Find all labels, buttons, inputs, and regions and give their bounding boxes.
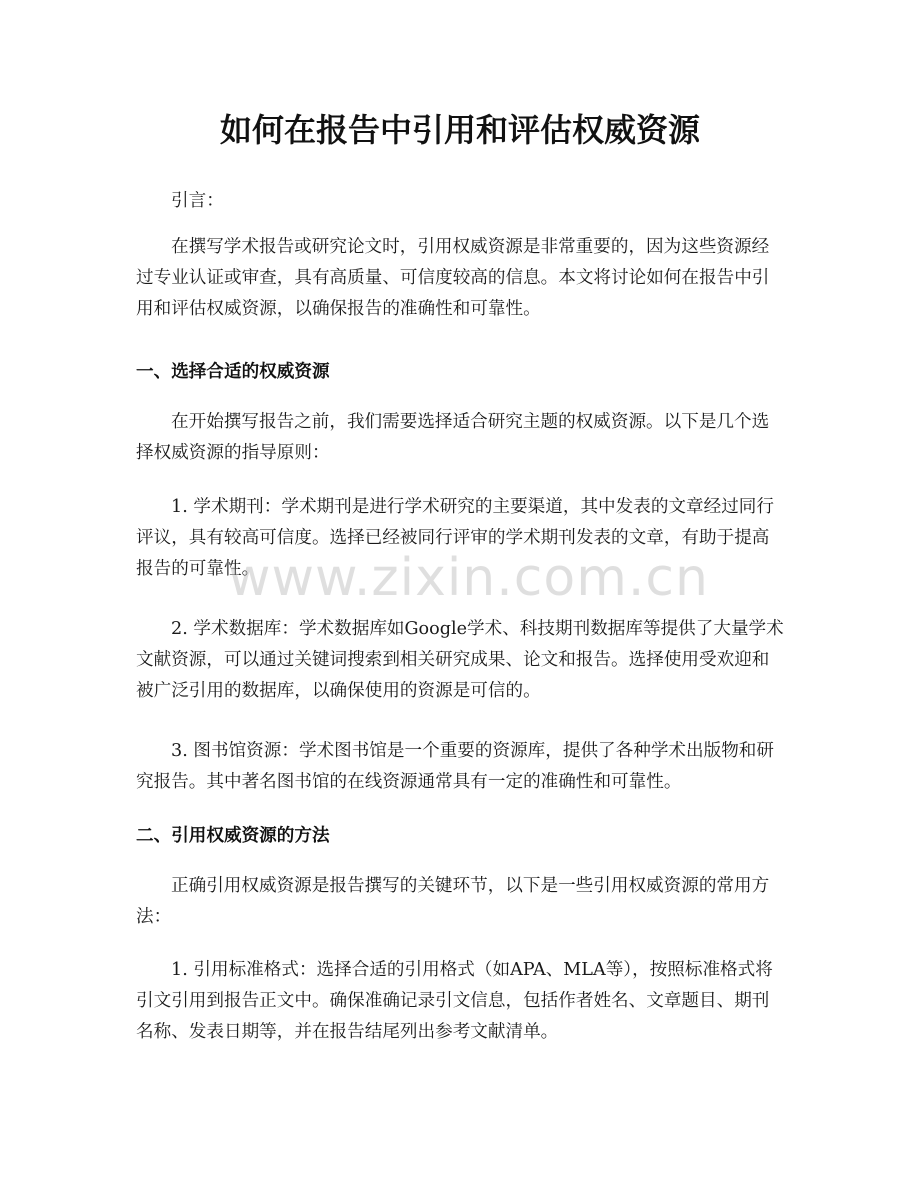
section-2-intro: 正确引用权威资源是报告撰写的关键环节，以下是一些引用权威资源的常用方法： xyxy=(136,876,770,927)
section-1-intro: 在开始撰写报告之前，我们需要选择适合研究主题的权威资源。以下是几个选择权威资源的指导原则： xyxy=(136,412,770,463)
document-title: 如何在报告中引用和评估权威资源 xyxy=(219,111,700,149)
watermark-text: www.zixin.com.cn xyxy=(228,548,709,608)
section-1-item-2: 2. 学术数据库：学术数据库如Google学术、科技期刊数据库等提供了大量学术文献资源，可以通过关键词搜索到相关研究成果、论文和报告。选择使用受欢迎和被广泛引用的数据库，以确保使用的资源是可信的。 xyxy=(136,619,784,701)
intro-paragraph: 在撰写学术报告或研究论文时，引用权威资源是非常重要的，因为这些资源经过专业认证或审查，具有高质量、可信度较高的信息。本文将讨论如何在报告中引用和评估权威资源，以确保报告的准确性和可靠性。 xyxy=(136,237,770,319)
section-1-item-1: 1. 学术期刊：学术期刊是进行学术研究的主要渠道，其中发表的文章经过同行评议，具有较高可信度。选择已经被同行评审的学术期刊发表的文章，有助于提高报告的可靠性。 xyxy=(136,497,774,579)
section-1-item-3: 3. 图书馆资源：学术图书馆是一个重要的资源库，提供了各种学术出版物和研究报告。其中著名图书馆的在线资源通常具有一定的准确性和可靠性。 xyxy=(136,741,774,792)
section-1-heading: 一、选择合适的权威资源 xyxy=(136,362,330,382)
section-2-heading: 二、引用权威资源的方法 xyxy=(136,826,330,846)
section-2-item-1: 1. 引用标准格式：选择合适的引用格式（如APA、MLA等），按照标准格式将引文引用到报告正文中。确保准确记录引文信息，包括作者姓名、文章题目、期刊名称、发表日期等，并在报告结尾列出参考文献清单。 xyxy=(136,960,773,1042)
intro-label: 引言： xyxy=(171,191,224,211)
